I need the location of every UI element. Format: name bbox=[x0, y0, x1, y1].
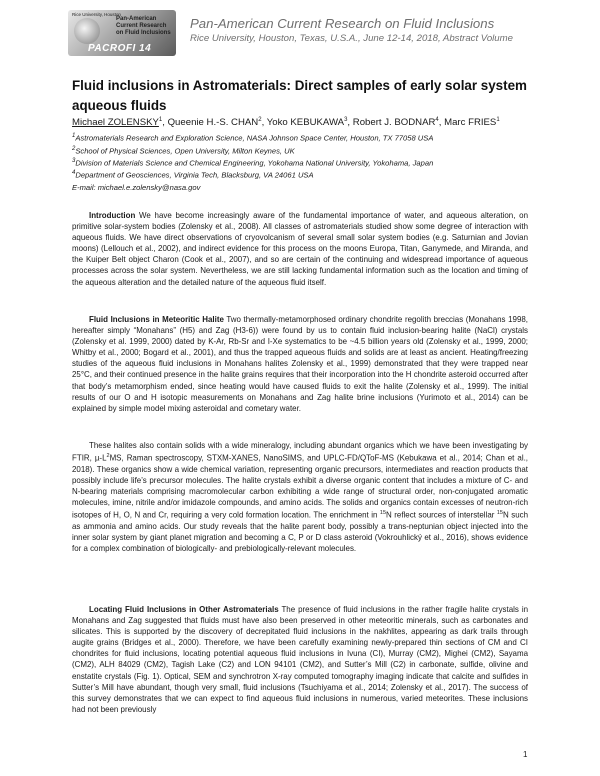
affiliation-1 bbox=[72, 133, 433, 143]
affiliation-sup: 2 bbox=[72, 146, 76, 152]
author-sup: 1 bbox=[158, 117, 163, 123]
author-sup: 4 bbox=[435, 117, 439, 123]
paragraph-introduction bbox=[72, 210, 528, 288]
paragraph-text: N reflect sources of interstellar bbox=[386, 510, 497, 520]
affiliation-text: Division of Materials Science and Chemical Engineering, Yokohama National University, Yokohama, Japan bbox=[75, 158, 434, 168]
author-name: Michael ZOLENSKY bbox=[72, 117, 159, 129]
affiliation-sup: 3 bbox=[72, 158, 76, 164]
author-sup: 3 bbox=[344, 117, 348, 123]
paper-title: Fluid inclusions in Astromaterials: Direct samples of early solar system aqueous fluids bbox=[72, 78, 527, 113]
header-title: Pan-American Current Research on Fluid Inclusions bbox=[190, 16, 495, 31]
paragraph-text: These halites also contain solids with a wide mineralogy, including abundant organics which we have been investigating by FTIR, µ-L bbox=[72, 441, 528, 463]
section-heading: Fluid Inclusions in Meteoritic Halite bbox=[89, 315, 224, 324]
author-name: Marc FRIES bbox=[444, 117, 497, 129]
header-subtitle: Rice University, Houston, Texas, U.S.A., June 12-14, 2018, Abstract Volume bbox=[190, 33, 513, 44]
superscript: 15 bbox=[496, 510, 503, 517]
affiliation-3 bbox=[72, 158, 433, 168]
paragraph-organics bbox=[72, 440, 528, 554]
author-name: Yoko KEBUKAWA bbox=[266, 117, 345, 129]
paragraph-text: Two thermally-metamorphosed ordinary chondrite regolith breccias (Monahans 1998, hereafter simply “Monahans” (H5) and Zag (H3-6)) were found by us to contain fluid inclusion-bearing halite (NaCl) crystals (Zolensky et al. 1999, 2000) dated by K-Ar, Rb-Sr and I-Xe systematics to be ~4.5 billion years old (Zolensky et al., 1999, 2000; Whitby et al., 2000; Bogard et al., 2001), and thus the trapped aqueous fluids and solids are at least as ancient. Heating/freezing studies of the aqueous fluid inclusions in Monahans halites Zolensky et al., 1999) demonstrated that they were trapped near 25°C, and their continued presence in the halite grains requires that their incorporation into the H chondrite asteroid occurred after that body’s metamorphism ended, since heating would have caused fluids to exit the halite (Zolensky et al., 1999). The initial results of our O and H isotopic measurements on Monahans and Zag halite brine inclusions (Yurimoto et al., 2014) can be explained by simple model mixing asteroidal and cometary water. bbox=[72, 315, 528, 413]
paragraph-text: We have become increasingly aware of the fundamental importance of water, and aqueous alteration, on primitive solar-system bodies (Zolensky et al., 2008). All classes of astromaterials studied show some degree of interaction with aqueous fluids. We have direct observations of cryovolcanism of several small solar system bodies (e.g. Saturnian and Jovian moons) (Lellouch et al., 2002), and indirect evidence for this process on the moons Europa, Titan, Ganymede, and Miranda, and the Kuiper Belt object Charon (Cook et al., 2007), and so are certain of the continuing and widespread importance of aqueous processes across the solar system. Nevertheless, we are still lacking fundamental information such as the location and timing of the aqueous alteration and the detailed nature of the aqueous fluid itself. bbox=[72, 211, 528, 287]
section-heading: Locating Fluid Inclusions in Other Astromaterials bbox=[89, 605, 279, 614]
author-sup: 1 bbox=[496, 117, 500, 123]
globe-icon bbox=[74, 18, 100, 44]
affiliation-2 bbox=[72, 146, 295, 156]
paragraph-text: MS, Raman spectroscopy, STXM-XANES, NanoSIMS, and UPLC-FD/QToF-MS (Kebukawa et al., 2014; Chan et al., 2018). These organics show a wide chemical variation, representing organic precursors, intermediates and reaction products that possibly include life’s precursor molecules. The halite crystals exhibit a diverse organic content that includes a mixture of C- and N-bearing materials comprising macromolecular carbon exhibiting a wide range of structural order, non-conjugated aromatic molecules, imine, nitrile and/or imidazole compounds, and amino acids. The solids and organics contain excesses of neutron-rich isotopes of H, O, N and Cr, requiring a very cold formation location. The enrichment in bbox=[72, 453, 528, 520]
logo-bottom-text: PACROFI 14 bbox=[88, 43, 152, 54]
paragraph-text: The presence of fluid inclusions in the rather fragile halite crystals in Monahans and Zag suggested that fluids must have also been preserved in other meteoritic minerals, such as carbonates and silicates. This is supported by the discovery of decrepitated fluid inclusions in the nakhlites, appearing as dark trails through augite grains (Bridges et al., 2000). Therefore, we have been carefully examining newly-prepared thin sections of CM and CI chondrites for fluid inclusions, locating potential aqueous fluid inclusions in Ivuna (CI), Murray (CM2), Mighei (CM2), Sayama (CM2), ALH 84029 (CM2), Tagish Lake (C2) and LON 94101 (CM2), and Sutter’s Mill (C2) in carbonate, sulfide, olivine and enstatite crystals (Fig. 1). Optical, SEM and synchrotron X-ray computed tomography imaging indicate that calcite and sulfides in Sutter’s Mill have abundant, though very small, fluid inclusions (Tsuchiyama et al., 2014; Zolensky et al., 2017). The success of this survey demonstrates that we can expect to find aqueous fluid inclusions in numerous, varied meteorites. These inclusions had not been previously bbox=[72, 605, 529, 714]
affiliation-4 bbox=[72, 170, 314, 180]
pacrofi-logo bbox=[68, 10, 176, 56]
author-sup: 2 bbox=[258, 117, 262, 123]
affiliation-sup: 4 bbox=[72, 170, 76, 176]
author-list: Michael ZOLENSKY$^1$, Queenie H.-S. CHAN$^2$, Yoko KEBUKAWA$^3$, Robert J. BODNAR$^4$, Marc FRIES$^1$ bbox=[72, 117, 500, 129]
superscript: 2 bbox=[106, 453, 110, 460]
logo-mid-text: Pan-American Current Research on Fluid Inclusions bbox=[116, 16, 171, 36]
author-email: E-mail: michael.e.zolensky@nasa.gov bbox=[72, 183, 201, 192]
affiliation-text: Department of Geosciences, Virginia Tech, Blacksburg, VA 24061 USA bbox=[75, 170, 314, 180]
affiliation-sup: 1 bbox=[72, 133, 76, 139]
author-name: Queenie H.-S. CHAN bbox=[167, 117, 259, 129]
paragraph-text: N such as ammonia and amino acids. Our study reveals that the halite parent body, possibly a trans-neptunian object injected into the inner solar system by giant planet migration and becoming a C, P or D class asteroid (Vokrouhlický et al., 2016), shows evidence for a complex combination of biologically- and prebiologically-relevant molecules. bbox=[72, 510, 528, 554]
paragraph-halite bbox=[72, 314, 528, 414]
superscript: 15 bbox=[379, 510, 387, 517]
paragraph-other-astromaterials bbox=[72, 604, 528, 715]
author-name: Robert J. BODNAR bbox=[352, 117, 436, 129]
affiliation-text: School of Physical Sciences, Open University, Milton Keynes, UK bbox=[75, 146, 295, 156]
logo-top-text: Rice University, Houston bbox=[72, 12, 121, 17]
affiliation-text: Astromaterials Research and Exploration Science, NASA Johnson Space Center, Houston, TX 77058 USA bbox=[75, 133, 434, 143]
section-heading: Introduction bbox=[89, 211, 136, 220]
page-number: 1 bbox=[523, 750, 528, 759]
